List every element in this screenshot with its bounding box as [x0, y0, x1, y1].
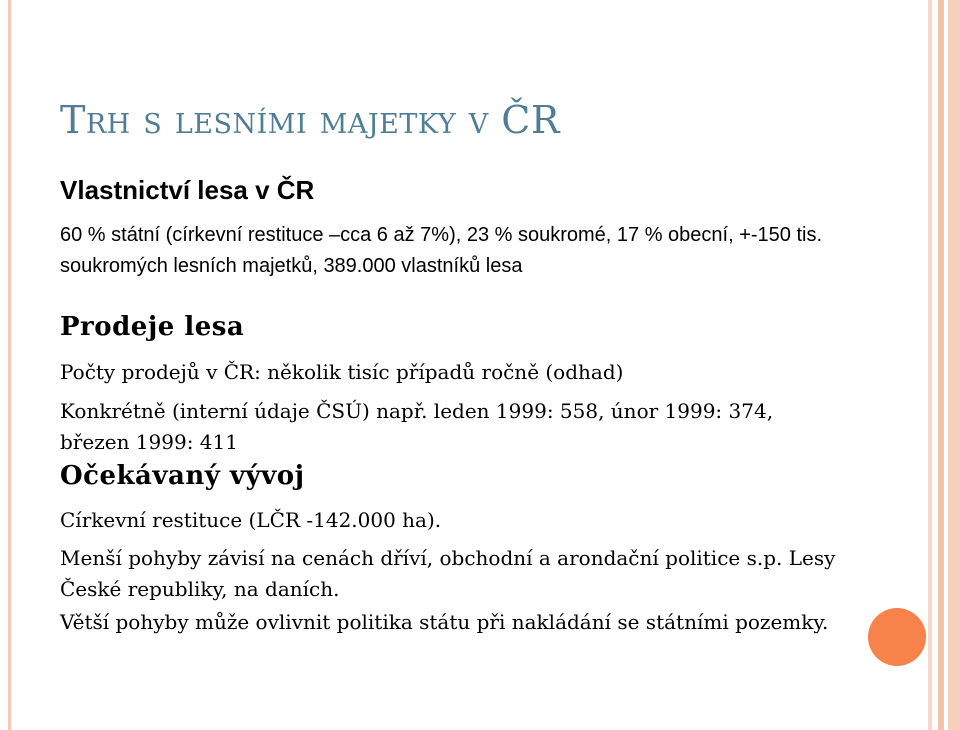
- paragraph-smaller-movements: Menší pohyby závisí na cenách dříví, obchodní a arondační politice s.p. Lesy České republiky, na daních.: [60, 546, 836, 601]
- paragraph-ownership: 60 % státní (církevní restituce –cca 6 až 7%), 23 % soukromé, 17 % obecní, +-150 tis. soukromých lesních majetků, 389.000 vlastníků lesa: [60, 224, 823, 277]
- orange-circle-decoration: [868, 608, 926, 666]
- paragraph-sales-detail: Konkrétně (interní údaje ČSÚ) např. leden 1999: 558, únor 1999: 374, březen 1999: 411: [60, 399, 774, 454]
- heading-ownership: Vlastnictví lesa v ČR: [60, 175, 315, 205]
- paragraph-church-restitution: Církevní restituce (LČR -142.000 ha).: [60, 508, 442, 532]
- slide-title: Trh s lesními majetky v ČR: [60, 98, 560, 142]
- right-border-decoration: [928, 0, 960, 730]
- paragraph-larger-movements: Větší pohyby může ovlivnit politika státu při nakládání se státními pozemky.: [60, 610, 829, 634]
- left-border-decoration: [8, 0, 11, 730]
- heading-sales: Prodeje lesa: [60, 312, 245, 342]
- heading-expected-development: Očekávaný vývoj: [60, 461, 305, 491]
- paragraph-sales-count: Počty prodejů v ČR: několik tisíc případů ročně (odhad): [60, 360, 624, 384]
